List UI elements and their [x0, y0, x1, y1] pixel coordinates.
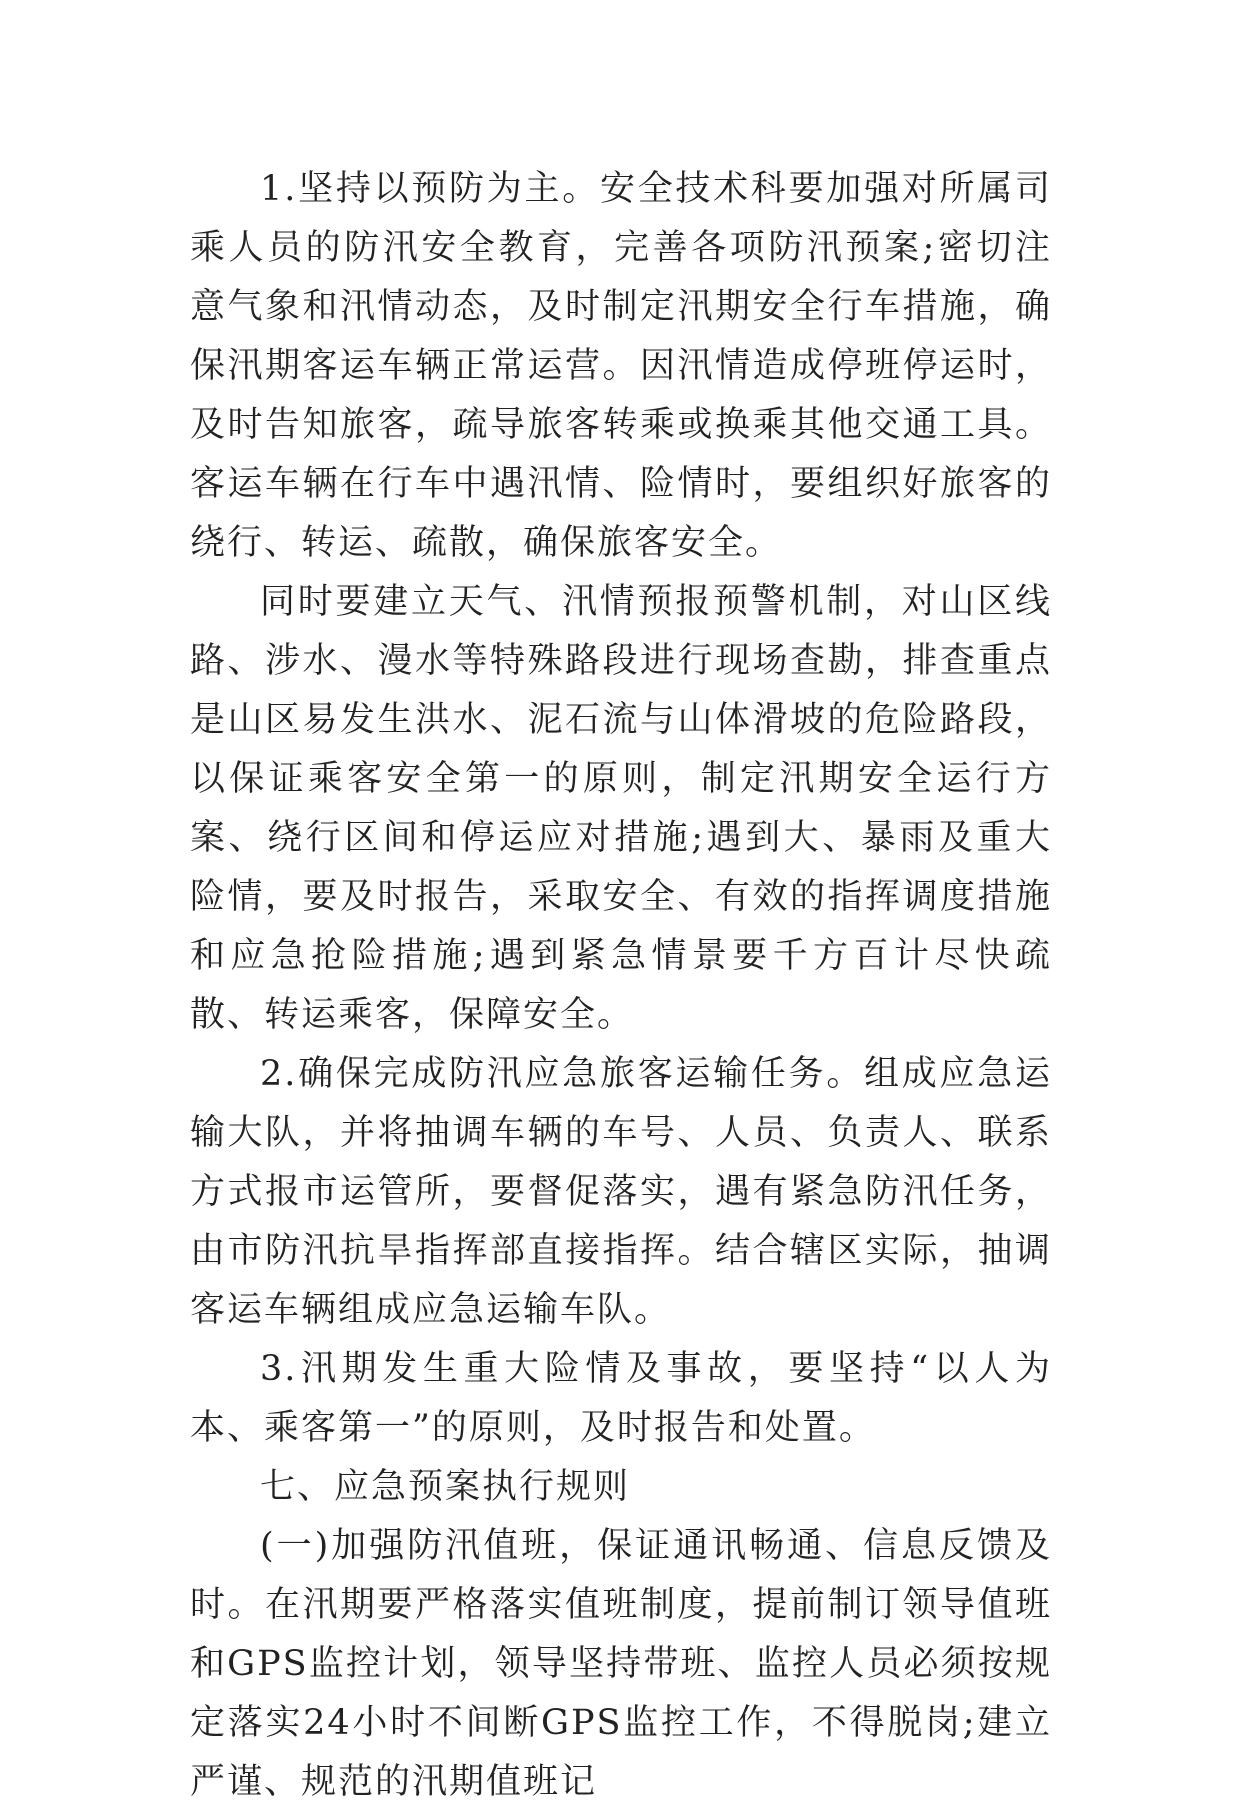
section-heading-execution-rules: 七、应急预案执行规则	[260, 1467, 631, 1507]
paragraph-emergency-transport: 2.确保完成防汛应急旅客运输任务。组成应急运输大队，并将抽调车辆的车号、人员、负责人、联系方式报市运管所，要督促落实，遇有紧急防汛任务，由市防汛抗旱指挥部直接指挥。结合辖区实际，抽调客运车辆组成应急运输车队。	[190, 1054, 1052, 1330]
paragraph-early-warning: 同时要建立天气、汛情预报预警机制，对山区线路、涉水、漫水等特殊路段进行现场查勘，排查重点是山区易发生洪水、泥石流与山体滑坡的危险路段，以保证乘客安全第一的原则，制定汛期安全运行方案、绕行区间和停运应对措施;遇到大、暴雨及重大险情，要及时报告，采取安全、有效的指挥调度措施和应急抢险措施;遇到紧急情景要千方百计尽快疏散、转运乘客，保障安全。	[190, 582, 1052, 1035]
document-body	[190, 160, 1052, 1812]
paragraph-flood-prevention: 1.坚持以预防为主。安全技术科要加强对所属司乘人员的防汛安全教育，完善各项防汛预案;密切注意气象和汛情动态，及时制定汛期安全行车措施，确保汛期客运车辆正常运营。因汛情造成停班停运时，及时告知旅客，疏导旅客转乘或换乘其他交通工具。客运车辆在行车中遇汛情、险情时，要组织好旅客的绕行、转运、疏散，确保旅客安全。	[190, 169, 1052, 563]
paragraph-major-incident: 3.汛期发生重大险情及事故，要坚持“以人为本、乘客第一”的原则，及时报告和处置。	[190, 1349, 1052, 1448]
paragraph-duty-watch: (一)加强防汛值班，保证通讯畅通、信息反馈及时。在汛期要严格落实值班制度，提前制订领导值班和GPS监控计划，领导坚持带班、监控人员必须按规定落实24小时不间断GPS监控工作，不得脱岗;建立严谨、规范的汛期值班记	[190, 1526, 1052, 1802]
